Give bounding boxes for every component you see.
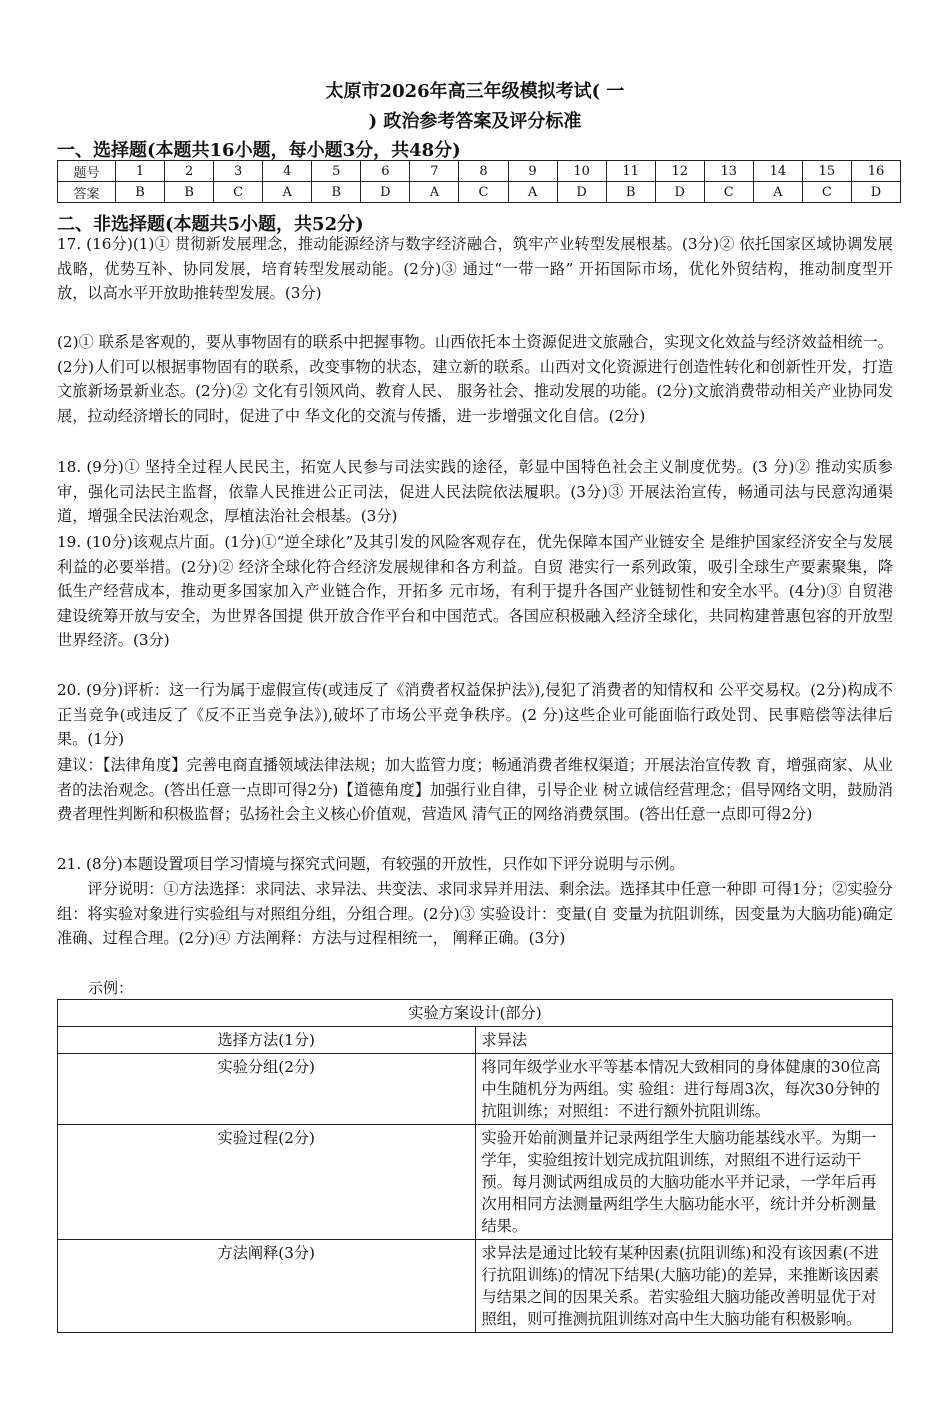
table-row (58, 1240, 893, 1333)
plan-row-content: 实验开始前测量并记录两组学生大脑功能基线水平。为期一学年，实验组按计划完成抗阻训练，对照组不进行运动干预。每月测试两组成员的大脑功能水平并记录，一学年后再次用相同方法测量两组学生大脑功能水平，统计并分析测量结果。 (475, 1125, 893, 1240)
plan-row-content: 将同年级学业水平等基本情况大致相同的身体健康的30位高中生随机分为两组。实 验组：进行每周3次，每次30分钟的抗阻训练；对照组：不进行额外抗阻训练。 (475, 1054, 893, 1125)
answer-cell: A (263, 182, 312, 203)
plan-row-label: 实验分组(2分) (58, 1054, 476, 1125)
table-row (58, 1027, 893, 1054)
question-number: 12 (655, 161, 704, 182)
question-number: 14 (753, 161, 802, 182)
plan-row-label: 方法阐释(3分) (58, 1240, 476, 1333)
answer-cell: D (851, 182, 900, 203)
choice-answer-table (57, 160, 901, 203)
table-row (58, 1054, 893, 1125)
example-label: 示例： (88, 979, 134, 997)
answer-q20-evaluation: 20. (9分)评析：这一行为属于虚假宣传(或违反了《消费者权益保护法》),侵犯了消费者的知情权和 公平交易权。(2分)构成不正当竞争(或违反了《反不正当竞争法》),破坏了市场公平竞争秩序。(2 分)这些企业可能面临行政处罚、民事赔偿等法律后果。(1分) (57, 681, 893, 748)
answer-cell: C (459, 182, 508, 203)
question-number: 15 (802, 161, 851, 182)
table-row (58, 1125, 893, 1240)
question-number: 9 (508, 161, 557, 182)
answer-q17-part1: 17. (16分)(1)① 贯彻新发展理念，推动能源经济与数字经济融合，筑牢产业转型发展根基。(3分)② 依托国家区域协调发展战略，优势互补、协同发展，培育转型发展动能。(2分)③ 通过“一带一路” 开拓国际市场，优化外贸结构，推动制度型开放，以高水平开放助推转型发展。(3分) (57, 235, 893, 302)
answer-cell: A (753, 182, 802, 203)
question-number: 7 (410, 161, 459, 182)
question-number: 6 (361, 161, 410, 182)
section2-heading: 二、非选择题(本题共5小题，共52分) (57, 214, 364, 235)
table-row-caption (58, 1000, 893, 1027)
answer-q21-intro: 21. (8分)本题设置项目学习情境与探究式问题，有较强的开放性，只作如下评分说明与示例。 (57, 855, 685, 873)
plan-row-label: 选择方法(1分) (58, 1027, 476, 1054)
plan-row-label: 实验过程(2分) (58, 1125, 476, 1240)
table-row-answers (58, 182, 901, 203)
answer-cell: C (214, 182, 263, 203)
page-title-line2: ) 政治参考答案及评分标准 (368, 111, 582, 132)
question-number: 1 (116, 161, 165, 182)
answer-cell: B (606, 182, 655, 203)
plan-table-caption: 实验方案设计(部分) (58, 1000, 893, 1027)
question-number: 10 (557, 161, 606, 182)
question-number: 2 (165, 161, 214, 182)
answer-cell: D (655, 182, 704, 203)
row-label-number: 题号 (58, 161, 116, 182)
question-number: 3 (214, 161, 263, 182)
table-row-numbers (58, 161, 901, 182)
answer-cell: D (361, 182, 410, 203)
experiment-plan-table (57, 999, 893, 1333)
answer-cell: D (557, 182, 606, 203)
answer-q18: 18. (9分)① 坚持全过程人民民主，拓宽人民参与司法实践的途径，彰显中国特色社会主义制度优势。(3 分)② 推动实质参审，强化司法民主监督，依靠人民推进公正司法，促进人民法院依法履职。(3分)③ 开展法治宣传，畅通司法与民意沟通渠道，增强全民法治观念，厚植法治社会根基。(3分) (57, 458, 893, 525)
row-label-answer: 答案 (58, 182, 116, 203)
plan-row-content: 求异法 (475, 1027, 893, 1054)
question-number: 13 (704, 161, 753, 182)
question-number: 4 (263, 161, 312, 182)
answer-cell: C (704, 182, 753, 203)
answer-q19: 19. (10分)该观点片面。(1分)①“逆全球化”及其引发的风险客观存在，优先保障本国产业链安全 是维护国家经济安全与发展利益的必要举措。(2分)② 经济全球化符合经济发展规律和各方利益。自贸 港实行一系列政策，吸引全球生产要素聚集，降低生产经营成本，推动更多国家加入产业链合作，开拓多 元市场，有利于提升各国产业链韧性和安全水平。(4分)③ 自贸港建设统筹开放与安全，为世界各国提 供开放合作平台和中国范式。各国应积极融入经济全球化，共同构建普惠包容的开放型世界经济。(3分) (57, 533, 893, 649)
plan-row-content: 求异法是通过比较有某种因素(抗阻训练)和没有该因素(不进行抗阻训练)的情况下结果(大脑功能)的差异，来推断该因素与结果之间的因果关系。若实验组大脑功能改善明显优于对照组，则可推测抗阻训练对高中生大脑功能有积极影响。 (475, 1240, 893, 1333)
question-number: 5 (312, 161, 361, 182)
answer-cell: C (802, 182, 851, 203)
question-number: 8 (459, 161, 508, 182)
answer-q21-scoring: 评分说明：①方法选择：求同法、求异法、共变法、求同求异并用法、剩余法。选择其中任意一种即 可得1分；②实验分组：将实验对象进行实验组与对照组分组，分组合理。(2分)③ 实验设计：变量(自 变量为抗阻训练，因变量为大脑功能)确定准确、过程合理。(2分)④ 方法阐释：方法与过程相统一， 阐释正确。(3分) (57, 880, 893, 947)
answer-q17-part2: (2)① 联系是客观的，要从事物固有的联系中把握事物。山西依托本土资源促进文旅融合，实现文化效益与经济效益相统一。(2分)人们可以根据事物固有的联系，改变事物的状态，建立新的联系。山西对文化资源进行创造性转化和创新性开发，打造文旅新场景新业态。(2分)② 文化有引领风尚、教育人民、 服务社会、推动发展的功能。(2分)文旅消费带动相关产业协同发展，拉动经济增长的同时，促进了中 华文化的交流与传播，进一步增强文化自信。(2分) (57, 333, 893, 425)
question-number: 11 (606, 161, 655, 182)
page-title-line1: 太原市2026年高三年级模拟考试( 一 (325, 81, 625, 102)
answer-cell: A (508, 182, 557, 203)
answer-cell: A (410, 182, 459, 203)
answer-cell: B (116, 182, 165, 203)
question-number: 16 (851, 161, 900, 182)
section1-heading: 一、选择题(本题共16小题，每小题3分，共48分) (57, 140, 461, 161)
answer-cell: B (312, 182, 361, 203)
answer-cell: B (165, 182, 214, 203)
answer-q20-suggestions: 建议：【法律角度】完善电商直播领域法律法规；加大监管力度；畅通消费者维权渠道；开展法治宣传教 育，增强商家、从业者的法治观念。(答出任意一点即可得2分)【道德角度】加强行业自律，引导企业 树立诚信经营理念；倡导网络文明，鼓励消费者理性判断和积极监督；弘扬社会主义核心价值观，营造风 清气正的网络消费氛围。(答出任意一点即可得2分) (57, 756, 893, 823)
